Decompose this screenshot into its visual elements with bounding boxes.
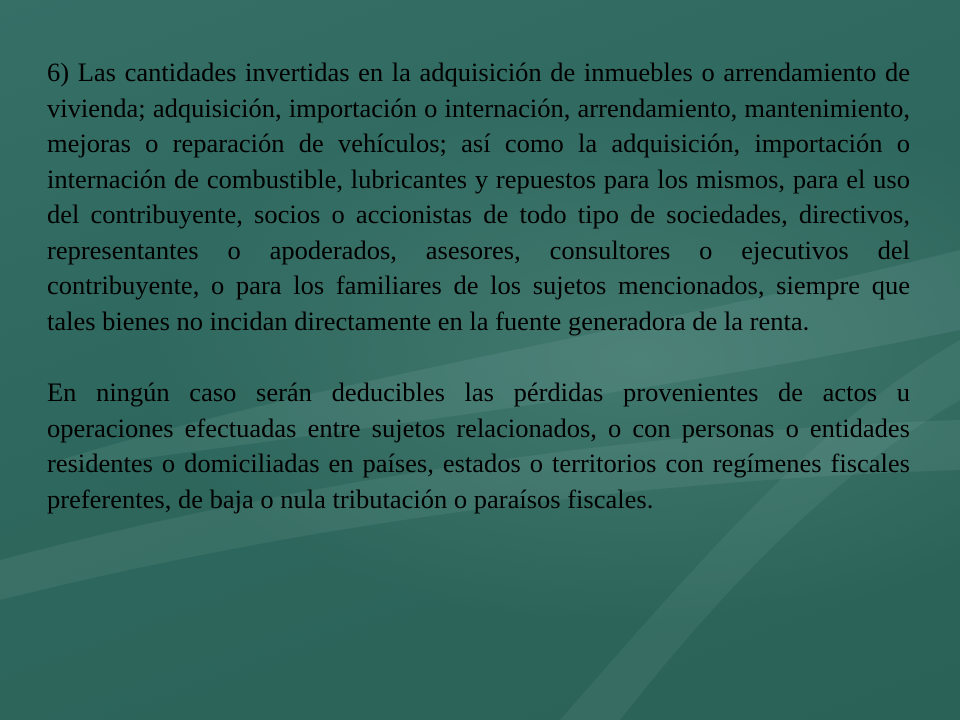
paragraph-losses-not-deductible: En ningún caso serán deducibles las pérdidas provenientes de actos u operaciones efectuadas entre sujetos relacionados, o con personas o entidades residentes o domiciliadas en países, estados o territorios con regímenes fiscales preferentes, de baja o nula tributación o paraísos fiscales. <box>47 377 910 514</box>
paragraph-item-6: 6) Las cantidades invertidas en la adquisición de inmuebles o arrendamiento de vivienda; adquisición, importación o internación, arrendamiento, mantenimiento, mejoras o reparación de vehículos; así como la adquisición, importación o internación de combustible, lubricantes y repuestos para los mismos, para el uso del contribuyente, socios o accionistas de todo tipo de sociedades, directivos, representantes o apoderados, asesores, consultores o ejecutivos del contribuyente, o para los familiares de los sujetos mencionados, siempre que tales bienes no incidan directamente en la fuente generadora de la renta. <box>47 57 910 336</box>
body-text <box>47 55 910 517</box>
